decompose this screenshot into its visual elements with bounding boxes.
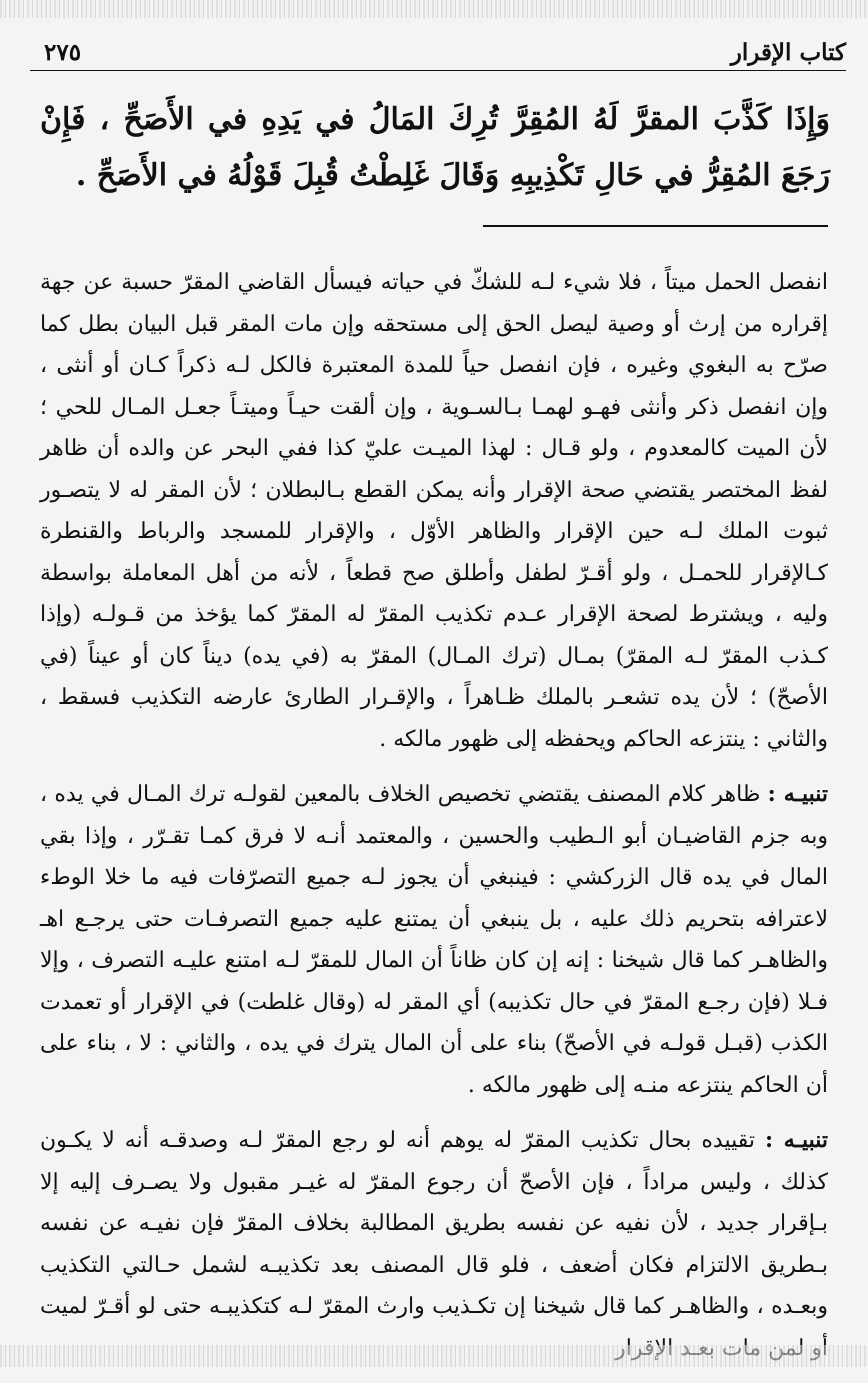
notice-label: تنبيـه : — [767, 781, 828, 807]
notice-label-2: تنبيـه : — [764, 1127, 829, 1153]
page-header — [30, 26, 846, 71]
scan-edge-bottom — [0, 1345, 868, 1367]
commentary-paragraph-3 — [40, 1120, 828, 1369]
commentary-paragraph-1: انفصل الحمل ميتاً ، فلا شيء لـه للشكّ في حياته فيسأل القاضي المقرّ حسبة عن جهة إقراره من إرث أو وصية ليصل الحق إلى مستحقه وإن مات المقر قبل البيان بطل كما صرّح به البغوي وغيره ، فإن انفصل حياً للمدة المعتبرة فالكل لـه ذكراً كـان أو أنثى ، وإن انفصل ذكر وأنثى فهـو لهمـا بـالسـوية ، وإن ألقت حيـاً وميتـاً جعـل المـال للحي ؛ لأن الميت كالمعدوم ، ولو قـال : لهذا الميـت عليّ كذا ففي البحر عن والده أن ظاهر لفظ المختصر يقتضي صحة الإقرار وأنه يمكن القطع بـالبطلان ؛ لأن المقر له لا يتصـور ثبوت الملك لـه حين الإقرار والظاهر الأوّل ، والإقرار للمسجد والرباط والقنطرة كـالإقرار للحمـل ، ولو أقـرّ لطفل وأطلق صح قطعاً ، لأنه من أهل المعاملة بواسطة وليه ، ويشترط لصحة الإقرار عـدم تكذيب المقرّ له المقرّ كما يؤخذ من قـولـه (وإذا كـذب المقرّ لـه المقرّ) بمـال (ترك المـال) المقرّ به (في يده) ديناً كان أو عيناً (في الأصحّ) ؛ لأن يده تشعـر بالملك ظـاهراً ، والإقـرار الطارئ عارضه التكذيب فسقط ، والثاني : ينتزعه الحاكم ويحفظه إلى ظهور مالكه . — [40, 270, 829, 752]
scan-edge-top — [0, 0, 868, 18]
commentary-paragraph-2-text: ظاهر كلام المصنف يقتضي تخصيص الخلاف بالمعين لقولـه ترك المـال في يده ، وبه جزم القاضيـان أبو الـطيب والحسين ، والمعتمد أنـه لا فرق كمـا تقـرّر ، وإذا بقي المال في يده قال الزركشي : فينبغي أن يجوز لـه جميع التصرّفات فيه ما خلا الوطء لاعترافه بتحريم ذلك عليه ، بل ينبغي أن يمتنع عليه جميع التصرفـات حتى يرجـع اهـ والظاهـر كما قال شيخنا : إنه إن كان ظاناً أن المال للمقرّ لـه امتنع عليـه التصرف ، وإلا فـلا (فإن رجـع المقرّ في حال تكذيبه) أي المقر له (وقال غلطت) في الإقرار أو تعمدت الكذب (قبـل قولـه في الأصحّ) بناء على أن المال يترك في يده ، والثاني : لا ، بناء على أن الحاكم ينتزعه منـه إلى ظهور مالكه . — [40, 782, 828, 1098]
running-title: كتاب الإقرار — [730, 39, 846, 66]
commentary-paragraph-2 — [40, 774, 828, 1106]
matn-text-block — [40, 92, 830, 204]
commentary-block — [40, 262, 828, 1383]
page-number: ٢٧٥ — [44, 39, 82, 66]
matn-paragraph: وَإِذَا كَذَّبَ المقرَّ لَهُ المُقِرَّ تُرِكَ المَالُ في يَدِهِ في الأَصَحِّ ، فَإِنْ رَجَعَ المُقِرُّ في حَالِ تَكْذِيبِهِ وَقَالَ غَلِطْتُ قُبِلَ قَوْلُهُ في الأَصَحِّ . — [40, 102, 830, 193]
commentary-paragraph-3-text: تقييده بحال تكذيب المقرّ له يوهم أنه لو رجع المقرّ لـه وصدقـه أنه لا يكـون كذلك ، وليس مراداً ، فإن الأصحّ أن رجوع المقرّ له غيـر مقبول ولا يصـرف إليه إلا بـإقرار جديد ، لأن نفيه عن نفسه بطريق المطالبة بخلاف المقرّ فإن نفيـه عن نفسه بـطريق الالتزام فكان أضعف ، فلو قال المصنف بعد تكذيبـه لشمل حـالتي التكذيب وبعـده ، والظاهـر كما قال شيخنا إن تكـذيب وارث المقرّ لـه كتكذيبـه حتى لو أقـرّ لميت — [40, 1128, 828, 1319]
separator-rule — [483, 225, 828, 227]
